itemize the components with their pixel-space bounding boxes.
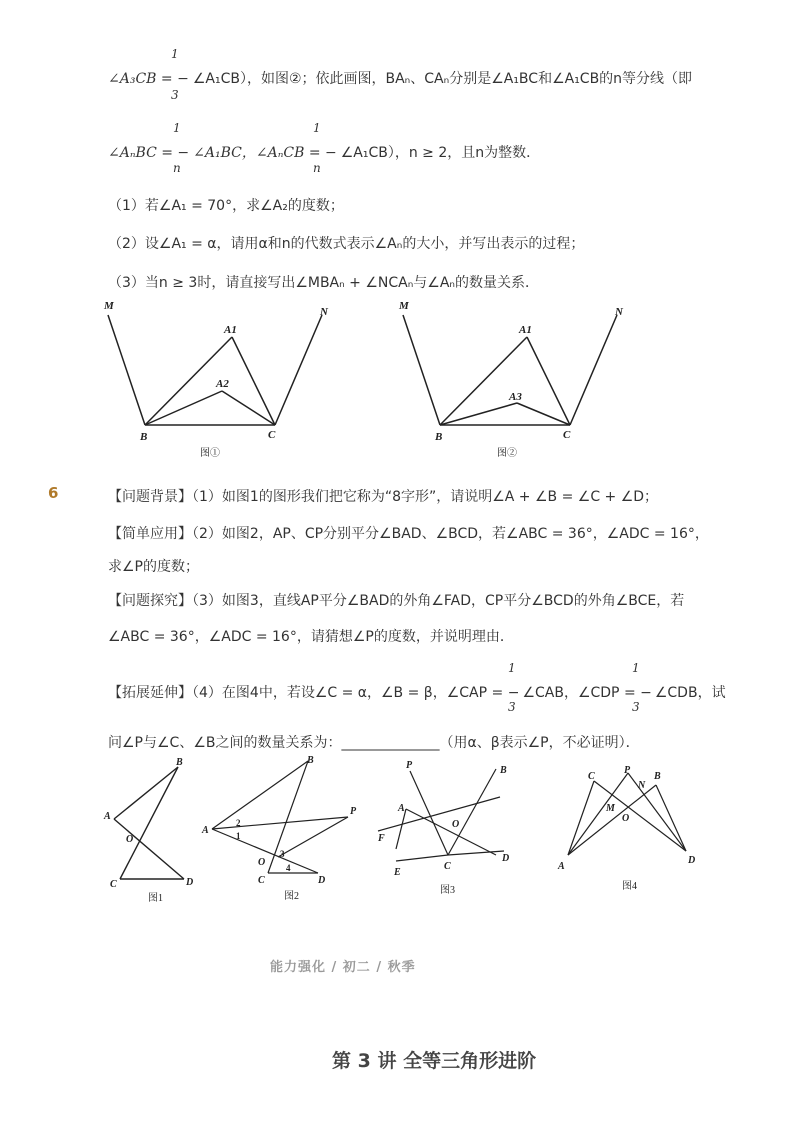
p5-line2-post: ∠A₁CB），n ≥ 2，且n为整数． (340, 145, 541, 161)
label-E: E (394, 867, 401, 878)
label-C: C (588, 771, 595, 782)
figure-caption: 图3 (440, 885, 455, 896)
label-D: D (318, 875, 326, 886)
label-B: B (176, 757, 183, 768)
p6-line-4: 【问题探究】（3）如图3，直线AP平分∠BAD的外角∠FAD，CP平分∠BCD的外角∠BCE，若 (108, 593, 685, 609)
frac-denominator: 3 (171, 88, 179, 102)
angle-label-3: 3 (280, 849, 285, 859)
p6-line-7: 问∠P与∠C、∠B之间的数量关系为：______________（用α、β表示∠P，不必证明）． (108, 735, 640, 751)
label-B: B (500, 765, 507, 776)
p5-line1-post: ∠A₁CB），如图②；依此画图，BAₙ、CAₙ分别是∠A₁BC和∠A₁CB的n等分线（即 (192, 71, 693, 87)
label-B: B (654, 771, 661, 782)
frac-numerator: 1 (508, 661, 516, 675)
problem-number: 6 (48, 484, 59, 502)
label-A3: A3 (509, 391, 522, 403)
frac-numerator: 1 (632, 661, 640, 675)
label-D: D (502, 853, 510, 864)
figure-p6-1 (100, 755, 210, 905)
figure-caption: 图1 (148, 893, 163, 904)
label-N: N (638, 780, 646, 791)
label-C: C (444, 861, 451, 872)
angle-label-2: 2 (236, 818, 241, 828)
p5-line1-pre: ∠A₃CB = − (108, 71, 189, 87)
p6-line6-mid: ∠CAB，∠CDP = − (522, 685, 652, 701)
p5-line1 (108, 68, 692, 88)
figure-caption: 图4 (622, 881, 637, 892)
lecture-title: 第 3 讲 全等三角形进阶 (332, 1050, 537, 1072)
label-C: C (258, 875, 265, 886)
label-A1: A1 (519, 324, 532, 336)
label-O: O (126, 834, 134, 845)
angle-label-4: 4 (286, 863, 291, 873)
label-C: C (563, 429, 571, 441)
frac-denominator: n (173, 161, 181, 175)
p5-question-1: （1）若∠A₁ = 70°，求∠A₂的度数； (108, 198, 344, 214)
label-C: C (110, 879, 117, 890)
frac-numerator: 1 (313, 121, 321, 135)
label-B: B (307, 755, 314, 766)
figure-caption: 图2 (284, 891, 299, 902)
frac-numerator: 1 (171, 47, 179, 61)
label-P: P (624, 765, 631, 776)
page-footer: 能力强化 / 初二 / 秋季 (270, 960, 416, 975)
figure-caption: 图② (497, 448, 517, 459)
p5-question-3: （3）当n ≥ 3时，请直接写出∠MBAₙ + ∠NCAₙ与∠Aₙ的数量关系． (108, 275, 539, 291)
figure-1-circled (100, 295, 340, 465)
frac-denominator: 3 (508, 700, 516, 714)
p6-line-1: 【问题背景】（1）如图1的图形我们把它称为“8字形”，请说明∠A + ∠B = ∠C + ∠D； (108, 489, 659, 505)
label-A1: A1 (224, 324, 237, 336)
label-O: O (452, 819, 460, 830)
label-D: D (186, 877, 194, 888)
label-O: O (258, 857, 266, 868)
figure-p6-2 (200, 755, 365, 905)
label-A: A (104, 811, 111, 822)
label-A: A (398, 803, 405, 814)
label-M: M (606, 803, 615, 814)
angle-label-1: 1 (236, 831, 241, 841)
p5-question-2: （2）设∠A₁ = α，请用α和n的代数式表示∠Aₙ的大小，并写出表示的过程； (108, 236, 585, 252)
label-B: B (435, 431, 443, 443)
label-A: A (558, 861, 565, 872)
p5-line2-mid: ∠A₁BC，∠AₙCB = − (193, 145, 337, 161)
label-M: M (104, 300, 114, 312)
figure-2-circled (395, 295, 635, 465)
p6-line6-post: ∠CDB，试 (654, 685, 726, 701)
figure-p6-4 (548, 755, 708, 900)
label-A: A (202, 825, 209, 836)
frac-denominator: 3 (632, 700, 640, 714)
label-N: N (320, 306, 328, 318)
figure-caption: 图① (200, 448, 220, 459)
figure-p6-3 (370, 755, 530, 900)
p6-line-6 (108, 682, 726, 702)
label-P: P (406, 760, 413, 771)
label-P: P (350, 806, 357, 817)
p6-line-3: 求∠P的度数； (108, 559, 199, 575)
label-F: F (378, 833, 385, 844)
p6-line6-pre: 【拓展延伸】（4）在图4中，若设∠C = α，∠B = β，∠CAP = − (108, 685, 520, 701)
p5-line2-pre: ∠AₙBC = − (108, 145, 190, 161)
label-C: C (268, 429, 276, 441)
p5-line2 (108, 142, 540, 162)
label-O: O (622, 813, 630, 824)
label-B: B (140, 431, 148, 443)
label-M: M (399, 300, 409, 312)
label-N: N (615, 306, 623, 318)
p6-line-2: 【简单应用】（2）如图2，AP、CP分别平分∠BAD、∠BCD，若∠ABC = 36°，∠ADC = 16°， (108, 526, 709, 542)
frac-denominator: n (313, 161, 321, 175)
label-A2: A2 (216, 378, 229, 390)
frac-numerator: 1 (173, 121, 181, 135)
p6-line-5: ∠ABC = 36°，∠ADC = 16°，请猜想∠P的度数，并说明理由． (108, 629, 514, 645)
label-D: D (688, 855, 696, 866)
